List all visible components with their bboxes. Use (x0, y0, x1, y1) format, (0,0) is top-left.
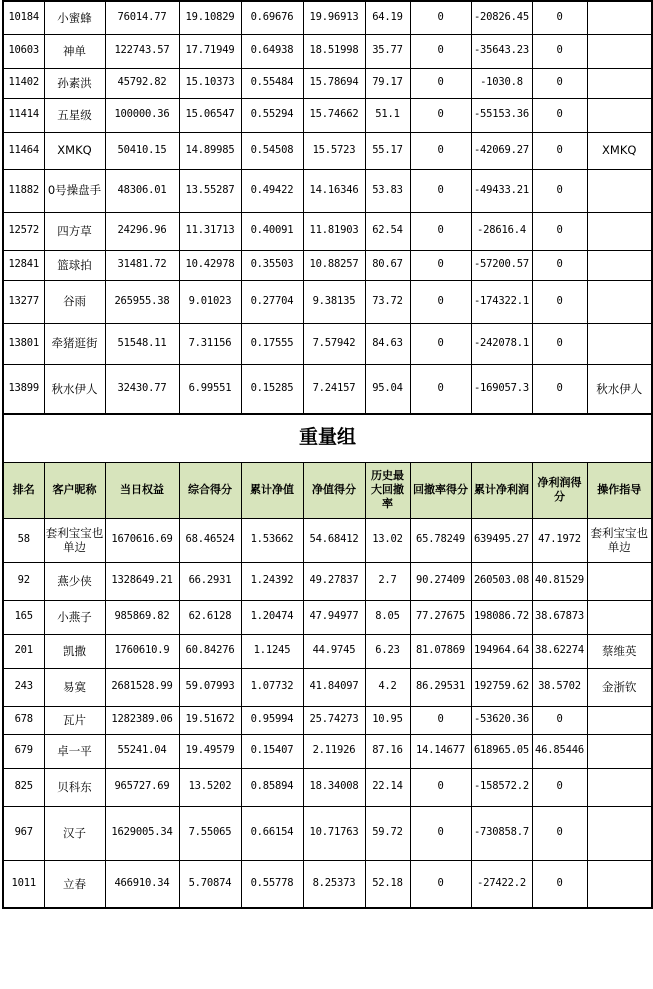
cell-score: 15.10373 (179, 68, 241, 98)
cell-max-dd: 95.04 (365, 364, 410, 414)
cell-note: 蔡维英 (587, 634, 652, 668)
cell-rank: 201 (3, 634, 44, 668)
cell-score: 13.55287 (179, 169, 241, 212)
cell-nav-score: 7.24157 (303, 364, 365, 414)
section-title: 重量组 (3, 414, 652, 462)
cell-rank: 678 (3, 706, 44, 734)
cell-profit-score: 38.67873 (532, 600, 587, 634)
cell-dd-score: 14.14677 (410, 734, 471, 768)
cell-equity: 76014.77 (105, 1, 179, 34)
cell-equity: 1629005.34 (105, 806, 179, 860)
cell-dd-score: 90.27409 (410, 562, 471, 600)
cell-max-dd: 79.17 (365, 68, 410, 98)
cell-net-profit: -42069.27 (471, 132, 532, 169)
cell-rank: 12572 (3, 212, 44, 250)
cell-name: 孙素洪 (44, 68, 105, 98)
cell-rank: 1011 (3, 860, 44, 908)
table-row (3, 323, 652, 364)
cell-net-profit: -158572.2 (471, 768, 532, 806)
cell-note (587, 98, 652, 132)
cell-score: 15.06547 (179, 98, 241, 132)
cell-score: 19.10829 (179, 1, 241, 34)
cell-score: 14.89985 (179, 132, 241, 169)
cell-score: 11.31713 (179, 212, 241, 250)
cell-nav-score: 25.74273 (303, 706, 365, 734)
col-header-nav-score: 净值得分 (303, 462, 365, 518)
cell-nav-score: 8.25373 (303, 860, 365, 908)
cell-nav-score: 15.5723 (303, 132, 365, 169)
cell-net-profit: -55153.36 (471, 98, 532, 132)
cell-name: 四方草 (44, 212, 105, 250)
cell-net-profit: -28616.4 (471, 212, 532, 250)
table-row (3, 768, 652, 806)
cell-note (587, 860, 652, 908)
cell-score: 7.55065 (179, 806, 241, 860)
cell-nav: 0.49422 (241, 169, 303, 212)
cell-note (587, 1, 652, 34)
cell-note (587, 68, 652, 98)
table-row (3, 734, 652, 768)
cell-name: 神单 (44, 34, 105, 68)
cell-rank: 10603 (3, 34, 44, 68)
cell-equity: 48306.01 (105, 169, 179, 212)
cell-profit-score: 0 (532, 212, 587, 250)
cell-equity: 55241.04 (105, 734, 179, 768)
cell-profit-score: 0 (532, 706, 587, 734)
cell-score: 10.42978 (179, 250, 241, 280)
table-row (3, 34, 652, 68)
cell-profit-score: 47.1972 (532, 518, 587, 562)
cell-nav-score: 19.96913 (303, 1, 365, 34)
cell-dd-score: 0 (410, 1, 471, 34)
cell-profit-score: 0 (532, 364, 587, 414)
cell-max-dd: 73.72 (365, 280, 410, 323)
cell-profit-score: 0 (532, 768, 587, 806)
cell-nav-score: 7.57942 (303, 323, 365, 364)
cell-dd-score: 0 (410, 860, 471, 908)
cell-rank: 11464 (3, 132, 44, 169)
cell-rank: 92 (3, 562, 44, 600)
table-row (3, 706, 652, 734)
cell-equity: 2681528.99 (105, 668, 179, 706)
cell-equity: 31481.72 (105, 250, 179, 280)
table-row (3, 364, 652, 414)
cell-equity: 45792.82 (105, 68, 179, 98)
cell-equity: 50410.15 (105, 132, 179, 169)
cell-max-dd: 55.17 (365, 132, 410, 169)
table-row (3, 806, 652, 860)
cell-profit-score: 0 (532, 132, 587, 169)
col-header-name: 客户昵称 (44, 462, 105, 518)
table-row (3, 132, 652, 169)
cell-equity: 32430.77 (105, 364, 179, 414)
cell-profit-score: 0 (532, 98, 587, 132)
cell-name: 谷雨 (44, 280, 105, 323)
cell-name: 卓一平 (44, 734, 105, 768)
cell-max-dd: 4.2 (365, 668, 410, 706)
cell-nav: 1.24392 (241, 562, 303, 600)
cell-net-profit: 198086.72 (471, 600, 532, 634)
cell-rank: 243 (3, 668, 44, 706)
table-row (3, 98, 652, 132)
cell-score: 60.84276 (179, 634, 241, 668)
cell-equity: 1282389.06 (105, 706, 179, 734)
cell-nav: 0.15285 (241, 364, 303, 414)
table-row (3, 169, 652, 212)
cell-nav-score: 41.84097 (303, 668, 365, 706)
cell-note (587, 212, 652, 250)
cell-equity: 1760610.9 (105, 634, 179, 668)
cell-dd-score: 0 (410, 806, 471, 860)
cell-dd-score: 0 (410, 132, 471, 169)
cell-name: 凯撒 (44, 634, 105, 668)
cell-nav-score: 14.16346 (303, 169, 365, 212)
col-header-equity: 当日权益 (105, 462, 179, 518)
cell-name: 立春 (44, 860, 105, 908)
cell-net-profit: -49433.21 (471, 169, 532, 212)
cell-rank: 12841 (3, 250, 44, 280)
cell-net-profit: 618965.05 (471, 734, 532, 768)
col-header-profit-score: 净利润得分 (532, 462, 587, 518)
cell-nav-score: 11.81903 (303, 212, 365, 250)
cell-dd-score: 77.27675 (410, 600, 471, 634)
cell-max-dd: 8.05 (365, 600, 410, 634)
cell-profit-score: 38.5702 (532, 668, 587, 706)
cell-nav: 0.85894 (241, 768, 303, 806)
col-header-rank: 排名 (3, 462, 44, 518)
cell-max-dd: 64.19 (365, 1, 410, 34)
table-row (3, 600, 652, 634)
cell-nav-score: 10.71763 (303, 806, 365, 860)
cell-nav-score: 47.94977 (303, 600, 365, 634)
table-row (3, 212, 652, 250)
cell-nav: 0.17555 (241, 323, 303, 364)
cell-note (587, 323, 652, 364)
cell-equity: 466910.34 (105, 860, 179, 908)
cell-net-profit: 260503.08 (471, 562, 532, 600)
cell-profit-score: 0 (532, 68, 587, 98)
cell-note (587, 34, 652, 68)
cell-max-dd: 80.67 (365, 250, 410, 280)
cell-score: 66.2931 (179, 562, 241, 600)
cell-name: 瓦片 (44, 706, 105, 734)
cell-net-profit: -57200.57 (471, 250, 532, 280)
cell-equity: 965727.69 (105, 768, 179, 806)
cell-dd-score: 0 (410, 68, 471, 98)
cell-note (587, 169, 652, 212)
cell-max-dd: 84.63 (365, 323, 410, 364)
col-header-nav: 累计净值 (241, 462, 303, 518)
cell-dd-score: 0 (410, 250, 471, 280)
cell-max-dd: 35.77 (365, 34, 410, 68)
cell-equity: 1328649.21 (105, 562, 179, 600)
cell-net-profit: -20826.45 (471, 1, 532, 34)
cell-nav: 1.53662 (241, 518, 303, 562)
cell-profit-score: 40.81529 (532, 562, 587, 600)
cell-max-dd: 87.16 (365, 734, 410, 768)
cell-score: 13.5202 (179, 768, 241, 806)
cell-max-dd: 59.72 (365, 806, 410, 860)
cell-name: XMKQ (44, 132, 105, 169)
col-header-net-profit: 累计净利润 (471, 462, 532, 518)
cell-name: 0号操盘手 (44, 169, 105, 212)
cell-score: 19.49579 (179, 734, 241, 768)
cell-nav: 1.07732 (241, 668, 303, 706)
cell-score: 19.51672 (179, 706, 241, 734)
cell-note (587, 768, 652, 806)
cell-note (587, 562, 652, 600)
cell-profit-score: 38.62274 (532, 634, 587, 668)
cell-nav: 0.35503 (241, 250, 303, 280)
cell-dd-score: 0 (410, 323, 471, 364)
cell-name: 牵猪逛街 (44, 323, 105, 364)
cell-name: 秋水伊人 (44, 364, 105, 414)
cell-profit-score: 0 (532, 860, 587, 908)
cell-nav-score: 15.74662 (303, 98, 365, 132)
cell-note: XMKQ (587, 132, 652, 169)
cell-dd-score: 0 (410, 364, 471, 414)
table-row (3, 860, 652, 908)
cell-note (587, 250, 652, 280)
cell-dd-score: 81.07869 (410, 634, 471, 668)
cell-score: 5.70874 (179, 860, 241, 908)
cell-equity: 122743.57 (105, 34, 179, 68)
table-row (3, 562, 652, 600)
cell-net-profit: -174322.1 (471, 280, 532, 323)
cell-name: 汉子 (44, 806, 105, 860)
cell-score: 6.99551 (179, 364, 241, 414)
ranking-table (2, 0, 653, 909)
cell-rank: 825 (3, 768, 44, 806)
cell-dd-score: 0 (410, 34, 471, 68)
cell-note (587, 734, 652, 768)
cell-note: 套利宝宝也单边 (587, 518, 652, 562)
cell-net-profit: -242078.1 (471, 323, 532, 364)
cell-equity: 24296.96 (105, 212, 179, 250)
cell-name: 五星级 (44, 98, 105, 132)
cell-nav: 0.40091 (241, 212, 303, 250)
cell-note: 秋水伊人 (587, 364, 652, 414)
cell-profit-score: 0 (532, 1, 587, 34)
table-row (3, 668, 652, 706)
cell-name: 燕少侠 (44, 562, 105, 600)
cell-dd-score: 0 (410, 280, 471, 323)
cell-max-dd: 51.1 (365, 98, 410, 132)
cell-nav: 0.15407 (241, 734, 303, 768)
cell-note (587, 806, 652, 860)
cell-max-dd: 53.83 (365, 169, 410, 212)
cell-profit-score: 0 (532, 806, 587, 860)
heavy-group-header (3, 414, 652, 518)
table-row (3, 634, 652, 668)
cell-score: 62.6128 (179, 600, 241, 634)
cell-rank: 13899 (3, 364, 44, 414)
cell-nav: 0.64938 (241, 34, 303, 68)
cell-nav: 0.27704 (241, 280, 303, 323)
cell-dd-score: 0 (410, 98, 471, 132)
cell-nav: 0.66154 (241, 806, 303, 860)
col-header-score: 综合得分 (179, 462, 241, 518)
cell-nav: 0.54508 (241, 132, 303, 169)
col-header-guidance: 操作指导 (587, 462, 652, 518)
heavy-group-body (3, 518, 652, 908)
cell-net-profit: -730858.7 (471, 806, 532, 860)
cell-nav: 0.55778 (241, 860, 303, 908)
cell-max-dd: 10.95 (365, 706, 410, 734)
cell-score: 9.01023 (179, 280, 241, 323)
col-header-drawdown-score: 回撤率得分 (410, 462, 471, 518)
cell-rank: 11882 (3, 169, 44, 212)
cell-max-dd: 22.14 (365, 768, 410, 806)
cell-rank: 10184 (3, 1, 44, 34)
cell-note (587, 706, 652, 734)
cell-equity: 51548.11 (105, 323, 179, 364)
cell-name: 易寞 (44, 668, 105, 706)
cell-nav-score: 54.68412 (303, 518, 365, 562)
cell-nav-score: 10.88257 (303, 250, 365, 280)
table-row (3, 68, 652, 98)
cell-name: 套利宝宝也单边 (44, 518, 105, 562)
cell-profit-score: 0 (532, 280, 587, 323)
cell-nav-score: 2.11926 (303, 734, 365, 768)
cell-dd-score: 0 (410, 212, 471, 250)
cell-rank: 679 (3, 734, 44, 768)
cell-name: 篮球拍 (44, 250, 105, 280)
cell-rank: 13277 (3, 280, 44, 323)
cell-dd-score: 0 (410, 169, 471, 212)
cell-equity: 265955.38 (105, 280, 179, 323)
cell-note: 金浙钦 (587, 668, 652, 706)
table-row (3, 518, 652, 562)
cell-dd-score: 0 (410, 768, 471, 806)
cell-nav-score: 49.27837 (303, 562, 365, 600)
cell-net-profit: 192759.62 (471, 668, 532, 706)
light-group-body (3, 1, 652, 414)
cell-rank: 13801 (3, 323, 44, 364)
cell-net-profit: -27422.2 (471, 860, 532, 908)
cell-net-profit: -169057.3 (471, 364, 532, 414)
cell-score: 7.31156 (179, 323, 241, 364)
cell-rank: 967 (3, 806, 44, 860)
cell-net-profit: 194964.64 (471, 634, 532, 668)
cell-note (587, 600, 652, 634)
cell-profit-score: 0 (532, 169, 587, 212)
cell-nav-score: 18.51998 (303, 34, 365, 68)
cell-name: 贝科东 (44, 768, 105, 806)
cell-net-profit: -35643.23 (471, 34, 532, 68)
table-row (3, 280, 652, 323)
cell-equity: 100000.36 (105, 98, 179, 132)
cell-max-dd: 6.23 (365, 634, 410, 668)
cell-max-dd: 13.02 (365, 518, 410, 562)
cell-profit-score: 0 (532, 250, 587, 280)
cell-equity: 985869.82 (105, 600, 179, 634)
cell-nav: 0.95994 (241, 706, 303, 734)
cell-score: 59.07993 (179, 668, 241, 706)
cell-profit-score: 0 (532, 34, 587, 68)
cell-profit-score: 46.85446 (532, 734, 587, 768)
cell-score: 17.71949 (179, 34, 241, 68)
cell-max-dd: 62.54 (365, 212, 410, 250)
cell-nav-score: 15.78694 (303, 68, 365, 98)
cell-nav: 0.55294 (241, 98, 303, 132)
cell-note (587, 280, 652, 323)
cell-nav: 0.55484 (241, 68, 303, 98)
cell-rank: 11402 (3, 68, 44, 98)
cell-rank: 11414 (3, 98, 44, 132)
cell-max-dd: 52.18 (365, 860, 410, 908)
cell-dd-score: 0 (410, 706, 471, 734)
table-row (3, 250, 652, 280)
cell-equity: 1670616.69 (105, 518, 179, 562)
cell-name: 小蜜蜂 (44, 1, 105, 34)
cell-nav: 0.69676 (241, 1, 303, 34)
cell-rank: 165 (3, 600, 44, 634)
col-header-max-drawdown: 历史最大回撤率 (365, 462, 410, 518)
cell-dd-score: 65.78249 (410, 518, 471, 562)
cell-nav: 1.20474 (241, 600, 303, 634)
cell-profit-score: 0 (532, 323, 587, 364)
table-row (3, 1, 652, 34)
cell-rank: 58 (3, 518, 44, 562)
cell-name: 小燕子 (44, 600, 105, 634)
cell-score: 68.46524 (179, 518, 241, 562)
cell-net-profit: -1030.8 (471, 68, 532, 98)
cell-nav: 1.1245 (241, 634, 303, 668)
cell-nav-score: 44.9745 (303, 634, 365, 668)
cell-nav-score: 18.34008 (303, 768, 365, 806)
cell-max-dd: 2.7 (365, 562, 410, 600)
cell-net-profit: 639495.27 (471, 518, 532, 562)
cell-dd-score: 86.29531 (410, 668, 471, 706)
cell-net-profit: -53620.36 (471, 706, 532, 734)
cell-nav-score: 9.38135 (303, 280, 365, 323)
